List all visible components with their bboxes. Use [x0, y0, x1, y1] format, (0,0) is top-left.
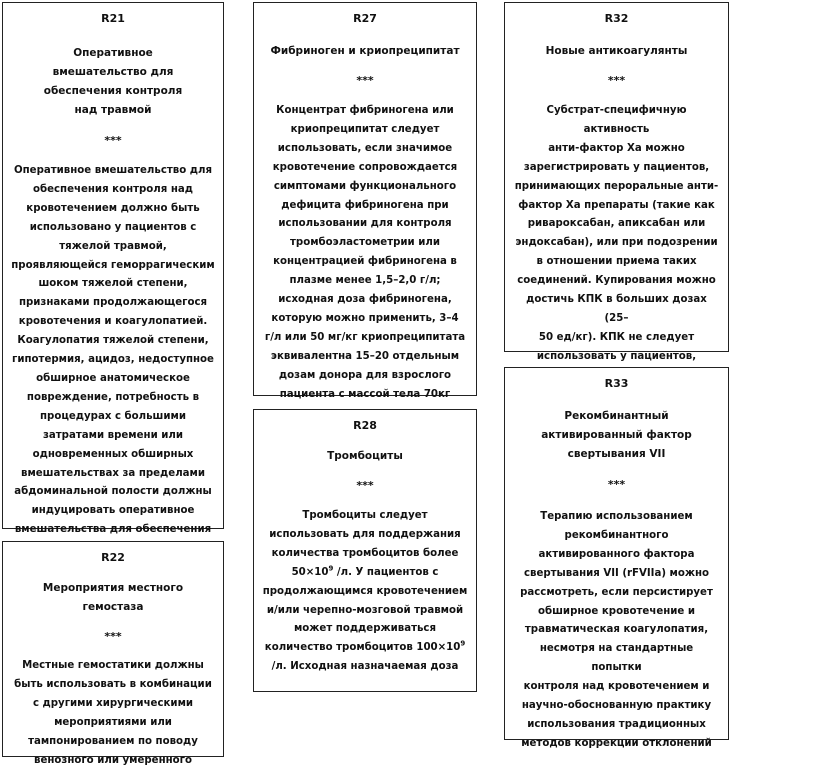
platelet-threshold: 50×10: [291, 566, 329, 578]
card-separator: ***: [104, 134, 122, 147]
card-code: R21: [101, 12, 125, 25]
card-r21: [2, 2, 224, 536]
body-line: продолжающимся кровотечением: [262, 585, 468, 597]
card-r28: [253, 409, 477, 692]
card-title: Новые антикоагулянты: [545, 45, 688, 57]
card-title: Мероприятия местного гемостаза: [42, 582, 184, 613]
body-line: использовать для поддержания: [269, 528, 461, 540]
body-line: и/или черепно-мозговой травмой: [266, 604, 464, 616]
platelet-count: количество тромбоцитов 100×10: [264, 642, 461, 654]
card-body: Оперативное вмешательство для обеспечения контроля над кровотечением должно быть использовано у пациентов с тяжелой травмой, проявляющейся геморрагическим шоком тяжелой степени, признаками продолжающегося кровотечения и коагулопатией. Коагулопатия тяжелой степени, гипотермия, ацидоз, недоступное обширное анатомическое повреждение, потребность в процедурах с большими затратами времени или одновременных обширных вмешательствах за пределами абдоминальной полости должны индуцировать оперативное вмешательства для обеспечения: [11, 165, 215, 536]
exponent: 9: [460, 639, 466, 648]
body-line-tail: /л. У пациентов с: [333, 566, 439, 578]
body-line: может поддерживаться: [293, 623, 437, 635]
card-code: R33: [604, 377, 629, 390]
card-r22: [2, 541, 224, 766]
card-body: Терапию использованием рекомбинантного активированного фактора свертывания VII (rFVIIa) можно рассмотреть, если персистирует обширное кровотечение и травматическая коагулопатия, несмотря на стандартные попытки контроля над кровотечением и научно-обоснованную практику использования традиционных методов коррекции отклонений: [520, 511, 713, 749]
card-title: Рекомбинантный активированный фактор свертывания VII: [541, 410, 692, 460]
card-body: Концентрат фибриногена или криопреципитат следует использовать, если значимое кровотечение сопровождается симптомами функционального дефицита фибриногена при использовании для контроля тромбоэластометрии или концентрацией фибриногена в плазме менее 1,5–2,0 г/л; исходная доза фибриногена, которую можно применить, 3–4 г/л или 50 мг/кг криопреципитата эквивалентна 15–20 отдельным дозам донора для взрослого пациента с массой тела 70кг: [264, 105, 466, 400]
card-title: Оперативное вмешательство для обеспечения контроля над травмой: [43, 47, 183, 116]
card-body: Субстрат-специфичную активность анти-фактор Ха можно зарегистрировать у пациентов, принимающих пероральные анти- фактор Ха препараты (такие как ривароксабан, апиксабан или эндоксабан), или при подозрении в отношении приема таких соединений. Купирования можно достичь КПК в больших дозах (25– 50 ед/кг). КПК не следует использовать у пациентов,: [514, 105, 719, 362]
card-body: [262, 507, 468, 677]
card-title: Тромбоциты: [327, 450, 403, 462]
card-code: R27: [353, 12, 377, 25]
card-code: R28: [353, 419, 377, 432]
body-line: количества тромбоцитов более: [271, 547, 459, 559]
card-separator: ***: [607, 74, 626, 87]
card-title: Фибриноген и криопреципитат: [270, 45, 460, 57]
body-line: [262, 639, 468, 658]
exponent: 9: [328, 564, 334, 573]
card-r33: [504, 367, 729, 749]
body-line: [262, 564, 468, 583]
body-line: Тромбоциты следует: [302, 510, 428, 521]
card-r32: [504, 2, 729, 362]
card-separator: ***: [356, 479, 374, 492]
card-code: R32: [604, 12, 629, 25]
body-line: /л. Исходная назначаемая доза: [271, 661, 459, 673]
card-separator: ***: [104, 630, 122, 643]
card-separator: ***: [607, 478, 626, 491]
card-code: R22: [101, 551, 125, 564]
card-body: Местные гемостатики должны быть использовать в комбинации с другими хирургическими мероприятиями или тампонированием по поводу венозного или умеренного: [14, 660, 212, 766]
card-separator: ***: [356, 74, 374, 87]
card-r27: [253, 2, 477, 400]
